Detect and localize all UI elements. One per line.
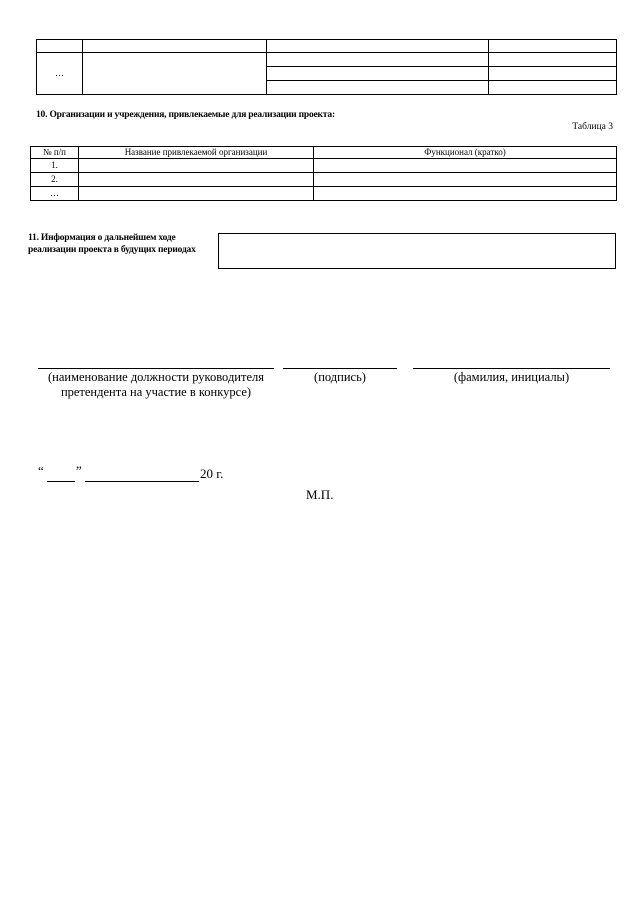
date-close-quote: ” bbox=[76, 463, 82, 478]
table-cell bbox=[83, 53, 267, 95]
table-cell-ellipsis: … bbox=[37, 53, 83, 95]
position-caption: (наименование должности руководителя претендента на участие в конкурсе) bbox=[48, 370, 264, 399]
table-cell bbox=[267, 81, 489, 95]
date-month-blank[interactable] bbox=[85, 481, 199, 482]
table-cell bbox=[489, 81, 617, 95]
name-signature-line[interactable] bbox=[413, 368, 610, 369]
signature-caption: (подпись) bbox=[314, 370, 366, 384]
table-row bbox=[31, 187, 617, 201]
organization-name-cell[interactable] bbox=[79, 159, 314, 173]
row-number: … bbox=[31, 187, 79, 201]
column-header-function: Функционал (кратко) bbox=[314, 147, 617, 159]
function-cell[interactable] bbox=[314, 187, 617, 201]
organization-name-cell[interactable] bbox=[79, 173, 314, 187]
date-year-suffix: 20 г. bbox=[200, 466, 224, 481]
table-cell bbox=[37, 40, 83, 53]
table-cell bbox=[83, 40, 267, 53]
date-day-blank[interactable] bbox=[47, 481, 75, 482]
date-line bbox=[38, 463, 238, 485]
table-continued bbox=[36, 39, 617, 95]
table-cell bbox=[489, 53, 617, 67]
future-implementation-field[interactable] bbox=[218, 233, 616, 269]
section-11-heading: 11. Информация о дальнейшем ходе реализации проекта в будущих периодах bbox=[28, 233, 196, 255]
function-cell[interactable] bbox=[314, 159, 617, 173]
row-number: 1. bbox=[31, 159, 79, 173]
organizations-table bbox=[30, 146, 617, 201]
table-row bbox=[31, 159, 617, 173]
organization-name-cell[interactable] bbox=[79, 187, 314, 201]
function-cell[interactable] bbox=[314, 173, 617, 187]
position-signature-line[interactable] bbox=[38, 368, 274, 369]
table-row bbox=[31, 173, 617, 187]
table-cell bbox=[489, 67, 617, 81]
table-header-row bbox=[31, 147, 617, 159]
section-10-heading: 10. Организации и учреждения, привлекаемые для реализации проекта: bbox=[36, 110, 335, 120]
column-header-organization: Название привлекаемой организации bbox=[79, 147, 314, 159]
column-header-number: № п/п bbox=[31, 147, 79, 159]
table-cell bbox=[267, 53, 489, 67]
name-caption: (фамилия, инициалы) bbox=[453, 370, 570, 384]
date-open-quote: “ bbox=[38, 463, 44, 478]
row-number: 2. bbox=[31, 173, 79, 187]
table-cell bbox=[267, 40, 489, 53]
table-cell bbox=[489, 40, 617, 53]
table-3-label: Таблица 3 bbox=[572, 122, 613, 132]
table-cell bbox=[267, 67, 489, 81]
signature-line[interactable] bbox=[283, 368, 397, 369]
stamp-placeholder: М.П. bbox=[306, 487, 334, 502]
